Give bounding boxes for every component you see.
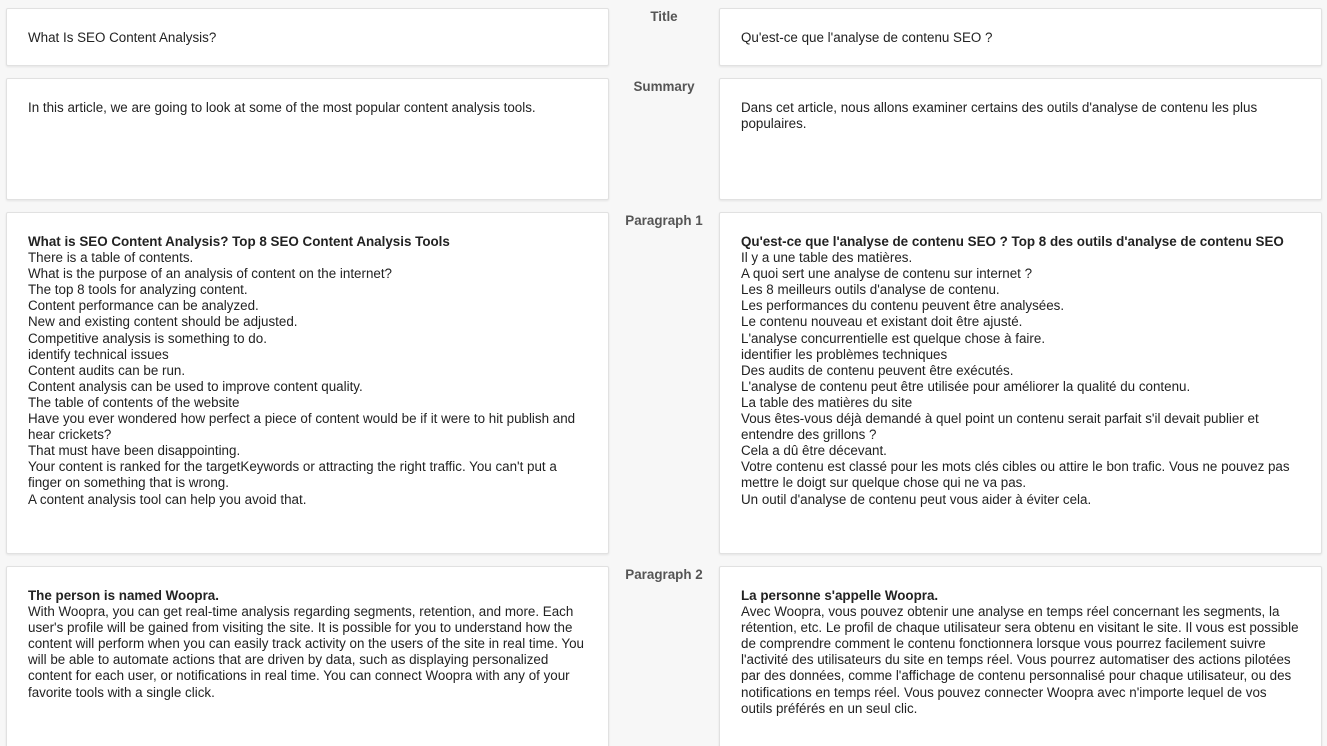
translation-paragraph2-card — [719, 566, 1322, 746]
translation-paragraph1-line: Des audits de contenu peuvent être exécutés. — [741, 362, 1014, 378]
translation-paragraph1-line: L'analyse de contenu peut être utilisée pour améliorer la qualité du contenu. — [741, 378, 1191, 394]
source-paragraph1-line: The top 8 tools for analyzing content. — [28, 282, 248, 298]
translation-paragraph1-card — [719, 212, 1322, 554]
source-paragraph1-line: The table of contents of the website — [28, 394, 240, 410]
translation-paragraph1-heading: Qu'est-ce que l'analyse de contenu SEO ? Top 8 des outils d'analyse de contenu SEO — [741, 234, 1284, 249]
translation-paragraph1-line: Vous êtes-vous déjà demandé à quel point un contenu serait parfait s'il devait publier et entendre des grillons ? — [741, 411, 1259, 443]
translation-paragraph1-line: identifier les problèmes techniques — [741, 346, 948, 362]
translation-summary-text: Dans cet article, nous allons examiner certains des outils d'analyse de contenu les plus populaires. — [741, 100, 1258, 132]
source-paragraph2-body: With Woopra, you can get real-time analysis regarding segments, retention, and more. Each user's profile will be gained from visiting the site. It is possible for you to understand how the content will perform when you can easily track activity on the users of the site in real time. You will be able to automate actions that are driven by data, such as displaying personalized content for each user, or notifications in real time. You can connect Woopra with any of your favorite tools with a single click. — [28, 604, 584, 700]
source-summary-card — [6, 78, 609, 200]
section-label-title: Title — [650, 9, 678, 24]
translation-paragraph1-line: Le contenu nouveau et existant doit être ajusté. — [741, 314, 1023, 330]
source-paragraph1-line: Content performance can be analyzed. — [28, 298, 259, 314]
translation-paragraph1-line: Votre contenu est classé pour les mots clés cibles ou attire le bon trafic. Vous ne pouvez pas mettre le doigt sur quelque chose qui ne va pas. — [741, 459, 1290, 491]
source-paragraph1-card — [6, 212, 609, 554]
translation-paragraph1-line: Il y a une table des matières. — [741, 250, 913, 266]
source-paragraph1-line: Have you ever wondered how perfect a piece of content would be if it were to hit publish and hear crickets? — [28, 411, 576, 443]
source-paragraph1-line: Content audits can be run. — [28, 362, 186, 378]
source-paragraph1-line: identify technical issues — [28, 346, 169, 362]
translation-title-text: Qu'est-ce que l'analyse de contenu SEO ? — [741, 30, 993, 45]
source-paragraph2-heading: The person is named Woopra. — [28, 588, 219, 603]
source-paragraph1-line: What is the purpose of an analysis of content on the internet? — [28, 266, 393, 282]
source-paragraph1-line: Content analysis can be used to improve content quality. — [28, 378, 363, 394]
translation-paragraph1-line: L'analyse concurrentielle est quelque chose à faire. — [741, 330, 1046, 346]
source-title-card — [6, 8, 609, 66]
source-paragraph1-line: Your content is ranked for the targetKeywords or attracting the right traffic. You can't put a finger on something that is wrong. — [28, 459, 557, 491]
translation-paragraph1-line: Cela a dû être décevant. — [741, 443, 887, 459]
translation-paragraph1-line: Un outil d'analyse de contenu peut vous aider à éviter cela. — [741, 491, 1092, 507]
section-label-summary: Summary — [633, 79, 695, 94]
source-paragraph1-line: There is a table of contents. — [28, 250, 194, 266]
source-title-text: What Is SEO Content Analysis? — [28, 30, 217, 45]
section-label-paragraph2: Paragraph 2 — [625, 567, 703, 582]
translation-paragraph1-line: La table des matières du site — [741, 394, 913, 410]
source-paragraph1-line: Competitive analysis is something to do. — [28, 330, 267, 346]
source-summary-text: In this article, we are going to look at some of the most popular content analysis tools. — [28, 100, 536, 115]
source-paragraph1-line: That must have been disappointing. — [28, 443, 241, 459]
translation-paragraph1-line: Les 8 meilleurs outils d'analyse de contenu. — [741, 282, 1000, 298]
translation-title-card — [719, 8, 1322, 66]
section-label-paragraph1: Paragraph 1 — [625, 213, 703, 228]
translation-paragraph1-line: A quoi sert une analyse de contenu sur internet ? — [741, 266, 1033, 282]
translation-paragraph1-line: Les performances du contenu peuvent être analysées. — [741, 298, 1065, 314]
source-paragraph1-line: New and existing content should be adjusted. — [28, 314, 298, 330]
translation-paragraph2-body: Avec Woopra, vous pouvez obtenir une analyse en temps réel concernant les segments, la rétention, etc. Le profil de chaque utilisateur sera obtenu en visitant le site. Il vous est possible de comprendre comment le contenu fonctionnera lorsque vous pourrez facilement suivre l'activité des utilisateurs du site en temps réel. Vous pourrez automatiser des actions pilotées par des données, comme l'affichage de contenu personnalisé pour chaque utilisateur, ou des notifications en temps réel. Vous pouvez connecter Woopra avec n'importe lequel de vos outils préférés en un seul clic. — [741, 604, 1299, 716]
translation-summary-card — [719, 78, 1322, 200]
source-paragraph1-line: A content analysis tool can help you avoid that. — [28, 491, 307, 507]
source-paragraph2-card — [6, 566, 609, 746]
translation-paragraph2-heading: La personne s'appelle Woopra. — [741, 588, 939, 603]
source-paragraph1-heading: What is SEO Content Analysis? Top 8 SEO Content Analysis Tools — [28, 234, 450, 249]
